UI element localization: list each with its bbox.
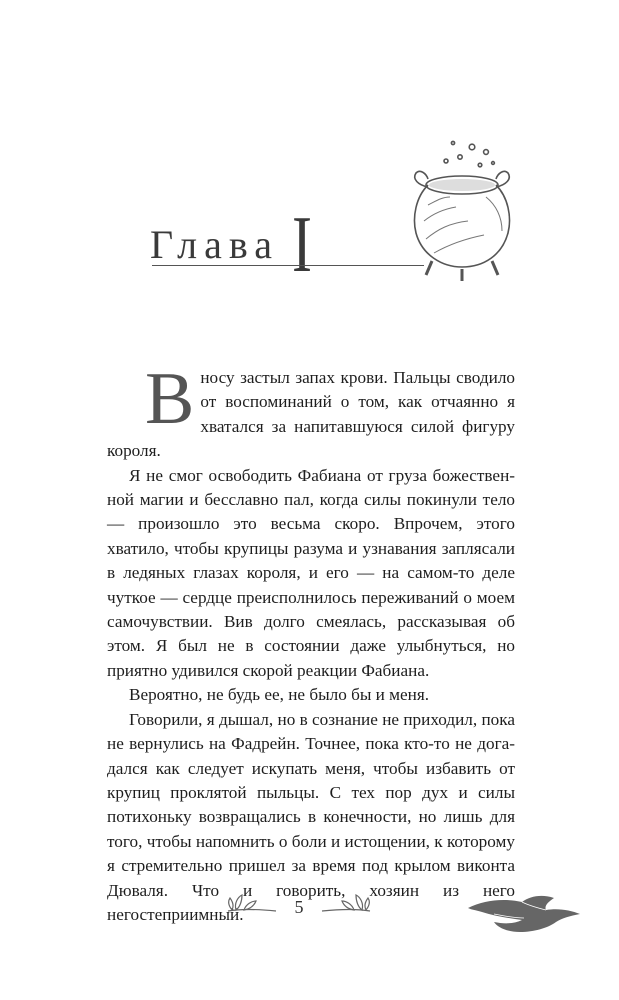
paragraph-1: Вносу застыл запах крови. Пальцы сводило от воспоминаний о том, как отчаянно я хватался за напитавшуюся силой фигуру короля.: [107, 358, 515, 461]
leaf-ornament-icon: [320, 893, 372, 917]
chapter-number: I: [292, 201, 312, 289]
cauldron-icon: [398, 135, 528, 285]
chapter-title: Глава: [150, 222, 279, 267]
leaf-ornament-icon: [226, 893, 278, 917]
paragraph-2: Я не смог освободить Фабиана от груза божественной магии и бесславно пал, когда силы покинули тело — произошло это весьма скоро. Впрочем, этого хватило, чтобы крупицы разума и узнавания заплясали в ледяных глазах короля, и его — на самом-то деле чуткое — сердце преисполнилось переживаний о моем самочувствии. Вив долго смеялась, рассказывая об этом. Я был не в состоянии даже улыбнуться, но приятно удивился скорой реакции Фабиана.: [107, 465, 515, 680]
paragraph-3: Вероятно, не будь ее, не было бы и меня.: [129, 685, 430, 705]
chapter-text: [107, 358, 515, 927]
chapter-rule: [152, 265, 424, 266]
paragraph-4: Говорили, я дышал, но в сознание не приходил, пока не вернулись на Фадрейн. Точнее, пока кто-то не догадался как следует искупать меня, чтобы избавить от крупиц проклятой пыльцы. С тех пор дух и силы потихоньку возвращались в конечности, но лишь для того, чтобы напомнить о боли и истощении, к которому я стремительно пришел за время под крылом виконта Дюваля. Что и говорить, хозяин из него негостеприимный.: [107, 709, 515, 924]
page-number: 5: [294, 897, 304, 917]
dragon-icon: [464, 892, 584, 936]
drop-cap: В: [145, 358, 195, 440]
